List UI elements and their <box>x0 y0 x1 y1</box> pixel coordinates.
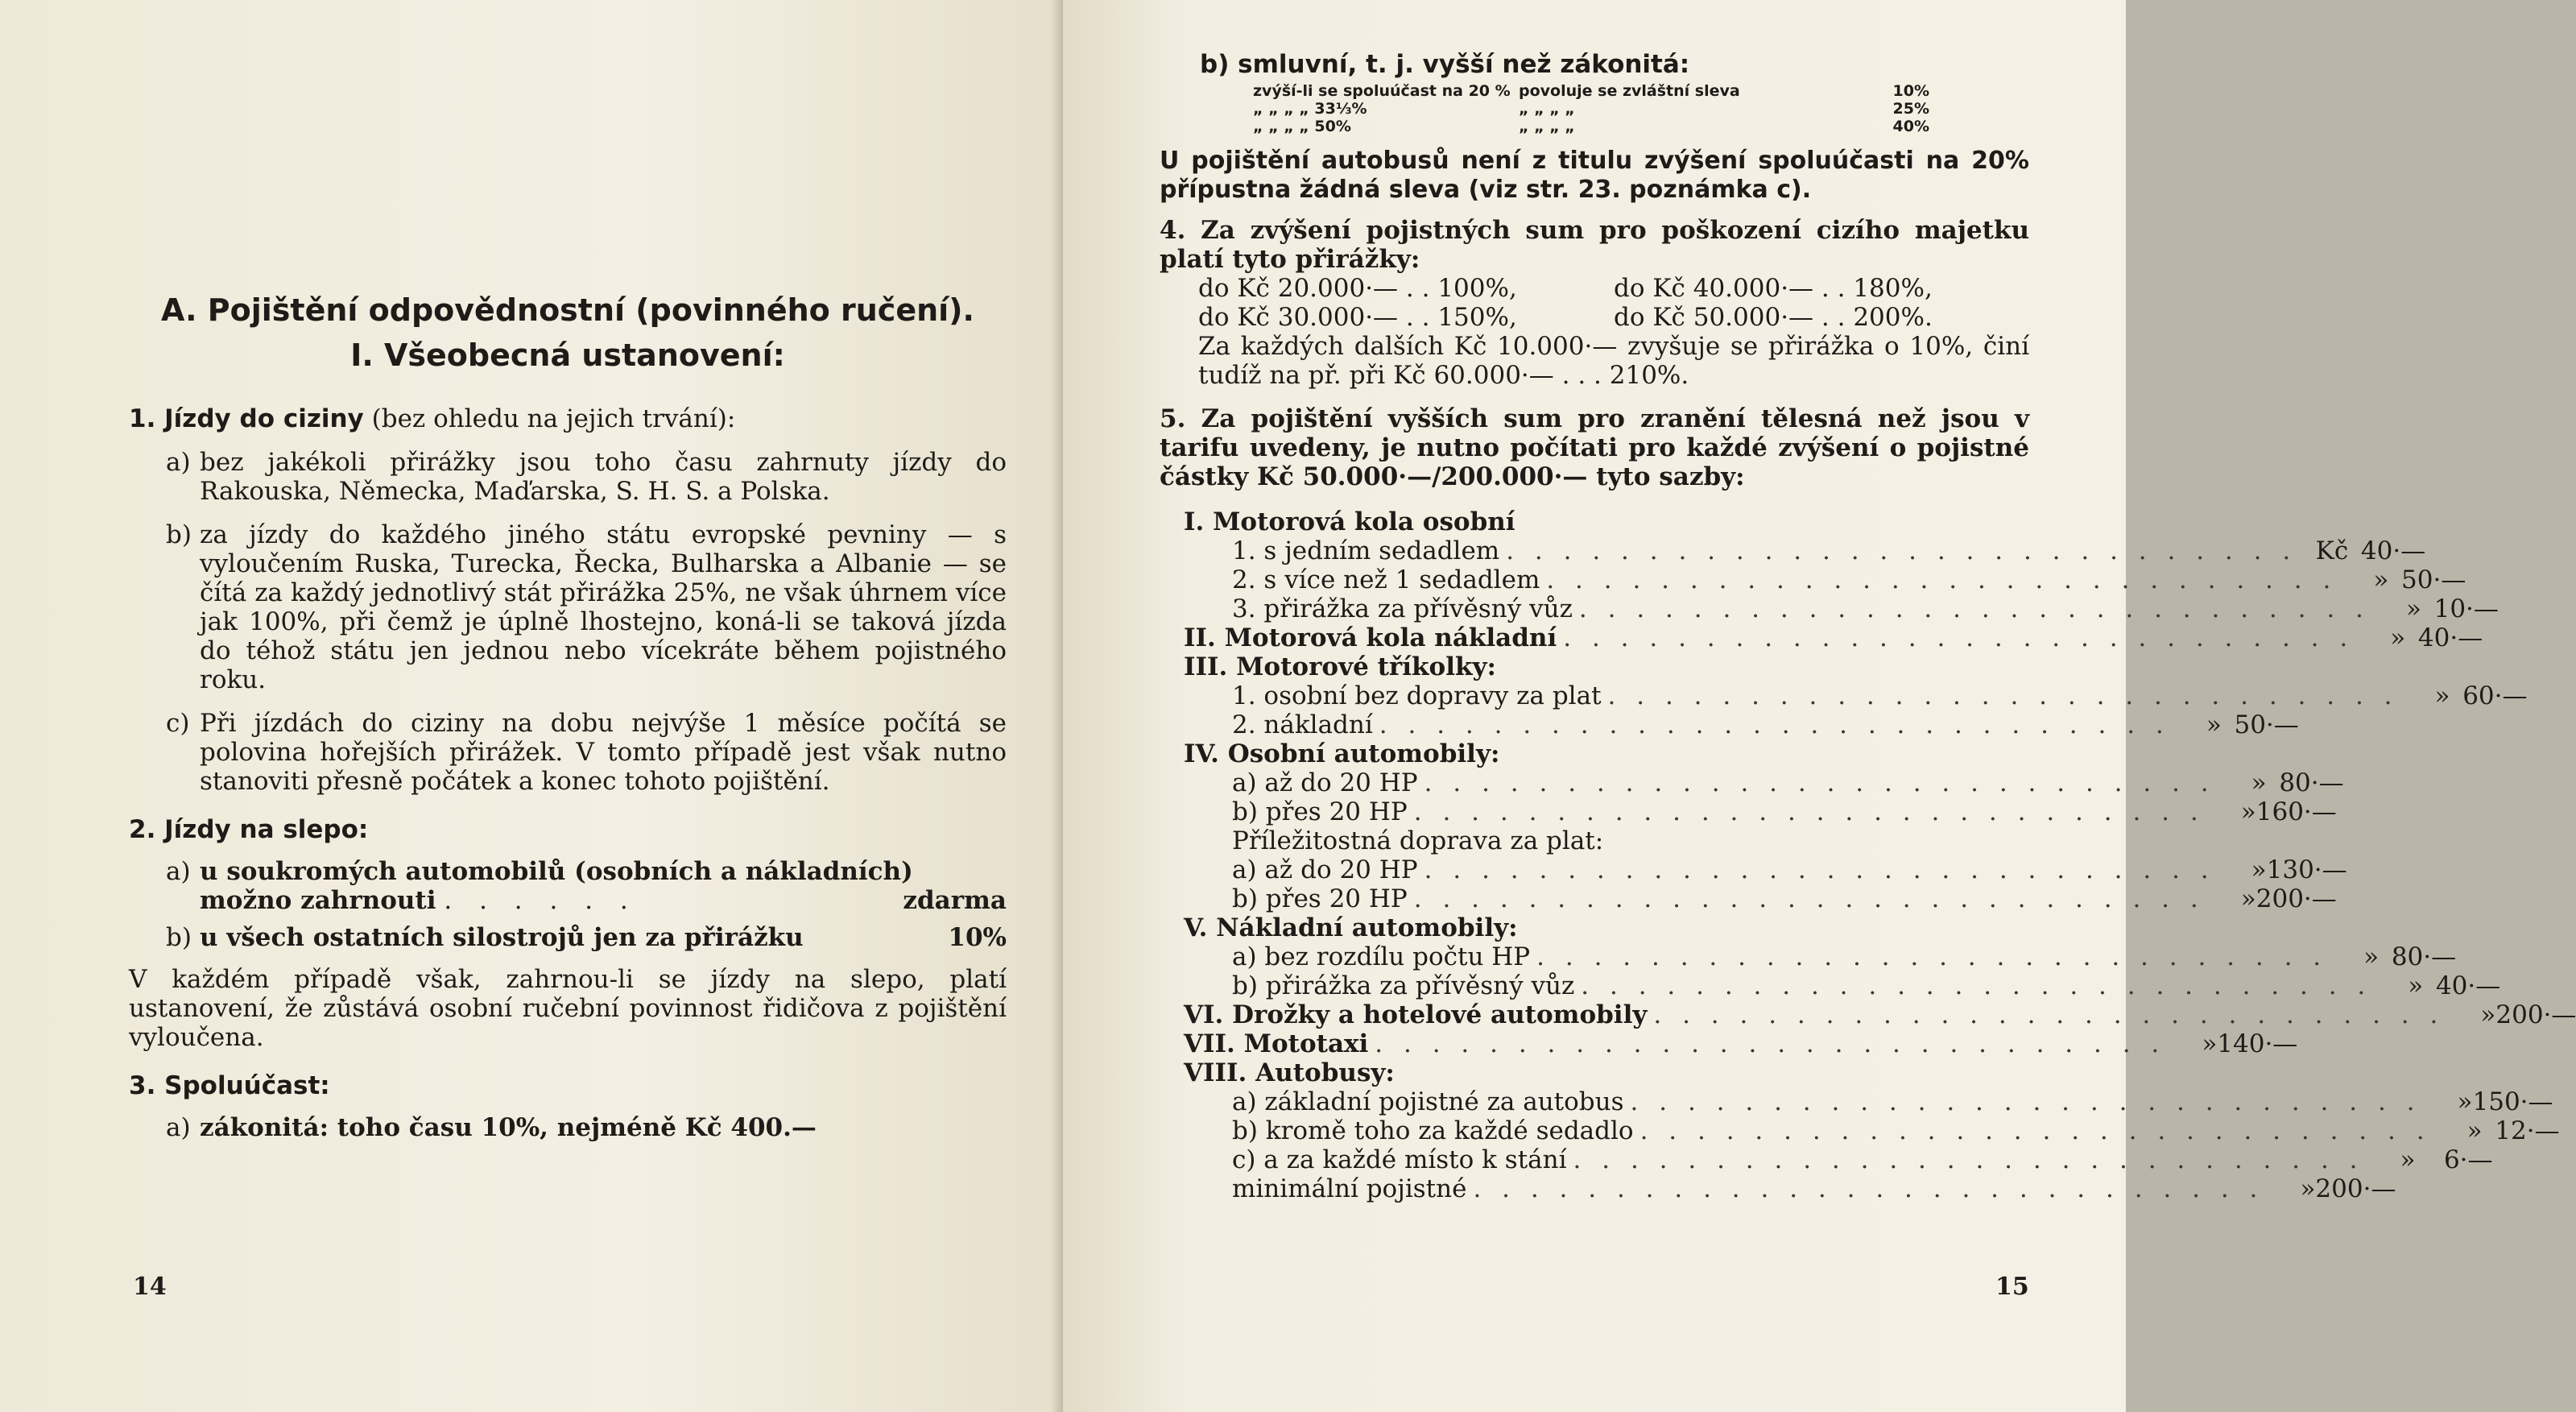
tariff-row-currency: » <box>2400 1145 2416 1174</box>
tariff-row-label: a) až do 20 HP <box>1232 855 1418 884</box>
section-subheading: I. Všeobecná ustanovení: <box>350 337 785 373</box>
clause-2a <box>129 857 1007 915</box>
tariff-row-currency: » <box>2408 971 2424 1000</box>
clause-1c-label: c) <box>166 709 190 738</box>
tariff-row-leader: . . . . . . . . . . . . . . . . . . . . . . . . . . . . <box>1581 971 2372 1000</box>
s4-row-left: do Kč 20.000·— . . 100%, <box>1198 274 1517 303</box>
tariff-row-label: IV. Osobní automobily: <box>1184 739 1500 768</box>
tariff-row-label: I. Motorová kola osobní <box>1184 507 1515 536</box>
tariff-row-label: a) až do 20 HP <box>1232 768 1418 797</box>
clause-1a <box>129 448 1007 506</box>
tariff-row <box>1160 681 2528 710</box>
clause-2a-body: u soukromých automobilů (osobních a nákladních) možno zahrnouti . . . . . . zdarma <box>200 857 1007 915</box>
page-number-right: 15 <box>1995 1273 2029 1301</box>
tariff-row-label: 2. s více než 1 sedadlem <box>1232 565 1540 594</box>
tariff-row-label: a) základní pojistné za autobus <box>1232 1087 1624 1116</box>
tariff-row-label: V. Nákladní automobily: <box>1184 913 1518 942</box>
tariff-row-leader: . . . . . . . . . . . . . . . . . . . . . . . . . . . . <box>1653 1000 2445 1029</box>
tariff-row-currency: » <box>2300 1174 2316 1203</box>
tariff-row-leader: . . . . . . . . . . . . . . . . . . . . . . . . . . . . <box>1424 768 2215 797</box>
tariff-row-currency: » <box>2251 768 2267 797</box>
tariff-row-label: 2. nákladní <box>1232 710 1373 739</box>
tariff-row-currency: » <box>2251 855 2267 884</box>
tariff-row <box>1160 913 2029 942</box>
tariff-row-amount: 60·— <box>2462 681 2528 710</box>
tariff-row-label: Příležitostná doprava za plat: <box>1232 826 1604 855</box>
tariff-row-leader: . . . . . . . . . . . . . . . . . . . . . . . . . . . . <box>1607 681 2399 710</box>
sleva-row-right: 10% <box>1892 82 1929 100</box>
tariff-row <box>1160 1145 2493 1174</box>
clause-2a-text: u soukromých automobilů (osobních a nákladních) možno zahrnouti <box>200 857 913 915</box>
tariff-row-amount: 80·— <box>2279 768 2344 797</box>
tariff-row-leader: . . . . . . . . . . . . . . . . . . . . . . . . . . . . <box>1563 623 2355 652</box>
tariff-row-leader: . . . . . . . . . . . . . . . . . . . . . . . . . . . . <box>1424 855 2215 884</box>
s4-row-right: do Kč 40.000·— . . 180%, <box>1614 274 1933 303</box>
tariff-row <box>1160 1116 2560 1145</box>
clause-2a-label: a) <box>166 857 191 886</box>
sleva-row-mid: povoluje se zvláštní sleva <box>1519 82 1740 100</box>
tariff-row <box>1160 855 2347 884</box>
tariff-row-currency: » <box>2373 565 2389 594</box>
tariff-row-amount: 40·— <box>2435 971 2501 1000</box>
tariff-row <box>1160 623 2483 652</box>
clause-2b-text: u všech ostatních silostrojů jen za přirážku <box>200 923 804 952</box>
tariff-row-label: b) přes 20 HP <box>1232 884 1408 913</box>
tariff-row <box>1160 536 2426 565</box>
tariff-row-label: b) kromě toho za každé sedadlo <box>1232 1116 1634 1145</box>
tariff-row-amount: 40·— <box>2417 623 2483 652</box>
clause-1c-text: Při jízdách do ciziny na dobu nejvýše 1 měsíce počítá se polovina hořejších přirážek. V tomto případě jest však nutno stanoviti přesně počátek a konec tohoto pojištění. <box>200 709 1007 796</box>
tariff-row-currency: » <box>2466 1116 2483 1145</box>
tariff-row <box>1160 884 2337 913</box>
tariff-row-amount: 6·— <box>2443 1145 2493 1174</box>
clause-1a-label: a) <box>166 448 191 477</box>
tariff-row-amount: 80·— <box>2391 942 2457 971</box>
sleva-row-right: 40% <box>1892 118 1929 135</box>
tariff-row <box>1160 739 2029 768</box>
clause-2-note: V každém případě však, zahrnou-li se jízdy na slepo, platí ustanovení, že zůstává osobní ručební povinnost řidičova z pojištění vyloučena. <box>129 965 1007 1052</box>
clause-4-intro: 4. Za zvýšení pojistných sum pro poškození cizího majetku platí tyto přirážky: <box>1160 216 2029 274</box>
tariff-row <box>1160 826 2029 855</box>
clause-1b-text: za jízdy do každého jiného státu evropské pevniny — s vyloučením Ruska, Turecka, Řecka, Bulharska a Albanie — se čítá za každý jednotlivý stát přirážka 25%, ne však úhrnem více jak 100%, při čemž je úplně lhostejno, koná-li se taková jízda do téhož státu jen jednou nebo vícekráte během pojistného roku. <box>200 520 1007 694</box>
sleva-row-left: „ „ „ „ 33⅓% <box>1253 100 1367 118</box>
tariff-row-label: VII. Mototaxi <box>1184 1029 1369 1058</box>
tariff-row <box>1160 768 2344 797</box>
clause-1a-text: bez jakékoli přirážky jsou toho času zahrnuty jízdy do Rakouska, Německa, Maďarska, S. H. S. a Polska. <box>200 448 1007 506</box>
clause-3a <box>129 1113 1007 1142</box>
left-page <box>0 0 1063 1412</box>
tariff-row-currency: » <box>2405 594 2421 623</box>
tariff-row-leader: . . . . . . . . . . . . . . . . . . . . . . . . . . . . <box>1413 884 2205 913</box>
tariff-row-amount: 140·— <box>2217 1029 2298 1058</box>
tariff-row-amount: 200·— <box>2315 1174 2396 1203</box>
tariff-row-label: III. Motorové tříkolky: <box>1184 652 1496 681</box>
sleva-row <box>1253 118 2029 135</box>
tariff-row-amount: 40·— <box>2360 536 2426 565</box>
section-heading: A. Pojištění odpovědnostní (povinného ručení). <box>161 292 974 328</box>
tariff-row <box>1160 1087 2553 1116</box>
tariff-row-leader: . . . . . . . . . . . . . . . . . . . . . . . . . . . . <box>1639 1116 2431 1145</box>
tariff-row-label: minimální pojistné <box>1232 1174 1467 1203</box>
tariff-row-leader: . . . . . . . . . . . . . . . . . . . . . . . . . . . . <box>1573 1145 2364 1174</box>
clause-1b <box>129 520 1007 694</box>
tariff-row-currency: » <box>2390 623 2406 652</box>
tariff-row-label: II. Motorová kola nákladní <box>1184 623 1557 652</box>
page-number-left: 14 <box>133 1273 167 1301</box>
tariff-row-label: c) a za každé místo k stání <box>1232 1145 1567 1174</box>
tariff-row <box>1160 710 2299 739</box>
clause-1b-label: b) <box>166 520 192 549</box>
sleva-row-mid: „ „ „ „ <box>1519 100 1575 118</box>
tariff-row-label: b) přirážka za přívěsný vůz <box>1232 971 1575 1000</box>
tariff-row-currency: » <box>2240 797 2256 826</box>
tariff-row-leader: . . . . . . . . . . . . . . . . . . . . . . . . . . . . <box>1473 1174 2264 1203</box>
clause-2b <box>129 923 1007 952</box>
tariff-row <box>1160 971 2501 1000</box>
bus-note: U pojištění autobusů není z titulu zvýšení spoluúčasti na 20% přípustna žádná sleva (viz str. 23. poznámka c). <box>1160 147 2029 204</box>
clause-2b-label: b) <box>166 923 192 952</box>
tariff-row-amount: 130·— <box>2266 855 2347 884</box>
tariff-row-leader: . . . . . . . . . . . . . . . . . . . . . . . . . . . . <box>1630 1087 2421 1116</box>
tariff-row-currency: » <box>2457 1087 2473 1116</box>
clause-2a-value: zdarma <box>903 886 1007 915</box>
clause-4-rows <box>1160 274 2029 332</box>
s4-row <box>1198 303 2029 332</box>
tariff-row-currency: » <box>2206 710 2222 739</box>
s4-row-right: do Kč 50.000·— . . 200%. <box>1614 303 1933 332</box>
tariff-row-currency: » <box>2202 1029 2218 1058</box>
tariff-row <box>1160 1058 2029 1087</box>
clause-2-title: 2. Jízdy na slepo: <box>129 815 369 844</box>
tariff-row-leader: . . . . . . . . . . . . . . . . . . . . . . . . . . . . <box>1546 565 2338 594</box>
tariff-row-label: b) přes 20 HP <box>1232 797 1408 826</box>
s4-row-left: do Kč 30.000·— . . 150%, <box>1198 303 1517 332</box>
tariff-row-amount: 200·— <box>2495 1000 2576 1029</box>
clause-3b-title: b) smluvní, t. j. vyšší než zákonitá: <box>1200 50 1690 79</box>
sleva-row <box>1253 82 2029 100</box>
tariff-row-leader: . . . . . . . . . . . . . . . . . . . . . . . . . . . . <box>1506 536 2297 565</box>
right-page-content <box>1160 50 2576 1203</box>
tariff-table <box>1160 507 2576 1203</box>
tariff-row <box>1160 942 2457 971</box>
tariff-row-leader: . . . . . . . . . . . . . . . . . . . . . . . . . . . . <box>1413 797 2205 826</box>
clause-3-title: 3. Spoluúčast: <box>129 1071 330 1100</box>
tariff-row-leader: . . . . . . . . . . . . . . . . . . . . . . . . . . . . <box>1375 1029 2166 1058</box>
tariff-row-label: 3. přirážka za přívěsný vůz <box>1232 594 1573 623</box>
tariff-row-amount: 10·— <box>2433 594 2499 623</box>
tariff-row <box>1160 507 2029 536</box>
sleva-row-mid: „ „ „ „ <box>1519 118 1575 135</box>
tariff-row <box>1160 652 2029 681</box>
tariff-row-amount: 12·— <box>2495 1116 2560 1145</box>
sleva-row <box>1253 100 2029 118</box>
clause-1c <box>129 709 1007 796</box>
tariff-row-leader: . . . . . . . . . . . . . . . . . . . . . . . . . . . . <box>1379 710 2170 739</box>
tariff-row-currency: Kč <box>2315 536 2349 565</box>
clause-4-note: Za každých dalších Kč 10.000·— zvyšuje se přirážka o 10%, činí tudíž na př. při Kč 60.000·— . . . 210%. <box>1198 332 2029 390</box>
s4-row <box>1198 274 2029 303</box>
tariff-row <box>1160 797 2337 826</box>
clause-2b-value: 10% <box>948 923 1007 952</box>
tariff-row-amount: 50·— <box>2401 565 2466 594</box>
tariff-row-amount: 150·— <box>2472 1087 2553 1116</box>
tariff-row-leader: . . . . . . . . . . . . . . . . . . . . . . . . . . . . <box>1578 594 2370 623</box>
clause-3a-text: zákonitá: toho času 10%, nejméně Kč 400.— <box>200 1113 817 1142</box>
tariff-row <box>1160 1000 2576 1029</box>
clause-3b-table <box>1160 82 2029 135</box>
tariff-row-label: VI. Drožky a hotelové automobily <box>1184 1000 1648 1029</box>
tariff-row-label: 1. s jedním sedadlem <box>1232 536 1500 565</box>
sleva-row-left: zvýší-li se spoluúčast na 20 % <box>1253 82 1511 100</box>
tariff-row-amount: 160·— <box>2256 797 2337 826</box>
clause-1-title <box>129 404 1007 433</box>
tariff-row-amount: 50·— <box>2234 710 2299 739</box>
tariff-row-amount: 200·— <box>2256 884 2337 913</box>
tariff-row-label: VIII. Autobusy: <box>1184 1058 1395 1087</box>
tariff-row-currency: » <box>2363 942 2380 971</box>
tariff-row-currency: » <box>2480 1000 2496 1029</box>
clause-1-title-rest: (bez ohledu na jejich trvání): <box>371 404 736 433</box>
tariff-row-currency: » <box>2434 681 2450 710</box>
tariff-row <box>1160 1029 2298 1058</box>
tariff-row <box>1160 565 2466 594</box>
clause-3a-label: a) <box>166 1113 191 1142</box>
tariff-row <box>1160 594 2499 623</box>
clause-5-intro: 5. Za pojištění vyšších sum pro zranění tělesná než jsou v tarifu uvedeny, je nutno počítati pro každé zvýšení o pojistné částky Kč 50.000·—/200.000·— tyto sazby: <box>1160 404 2029 491</box>
clause-2b-body <box>193 923 1007 952</box>
tariff-row-label: a) bez rozdílu počtu HP <box>1232 942 1531 971</box>
tariff-row-label: 1. osobní bez dopravy za plat <box>1232 681 1602 710</box>
tariff-row-leader: . . . . . . . . . . . . . . . . . . . . . . . . . . . . <box>1536 942 2328 971</box>
tariff-row <box>1160 1174 2396 1203</box>
sleva-row-left: „ „ „ „ 50% <box>1253 118 1351 135</box>
left-page-content <box>129 290 1007 1142</box>
tariff-row-currency: » <box>2240 884 2256 913</box>
sleva-row-right: 25% <box>1892 100 1929 118</box>
clause-1-title-bold: 1. Jízdy do ciziny <box>129 404 364 433</box>
